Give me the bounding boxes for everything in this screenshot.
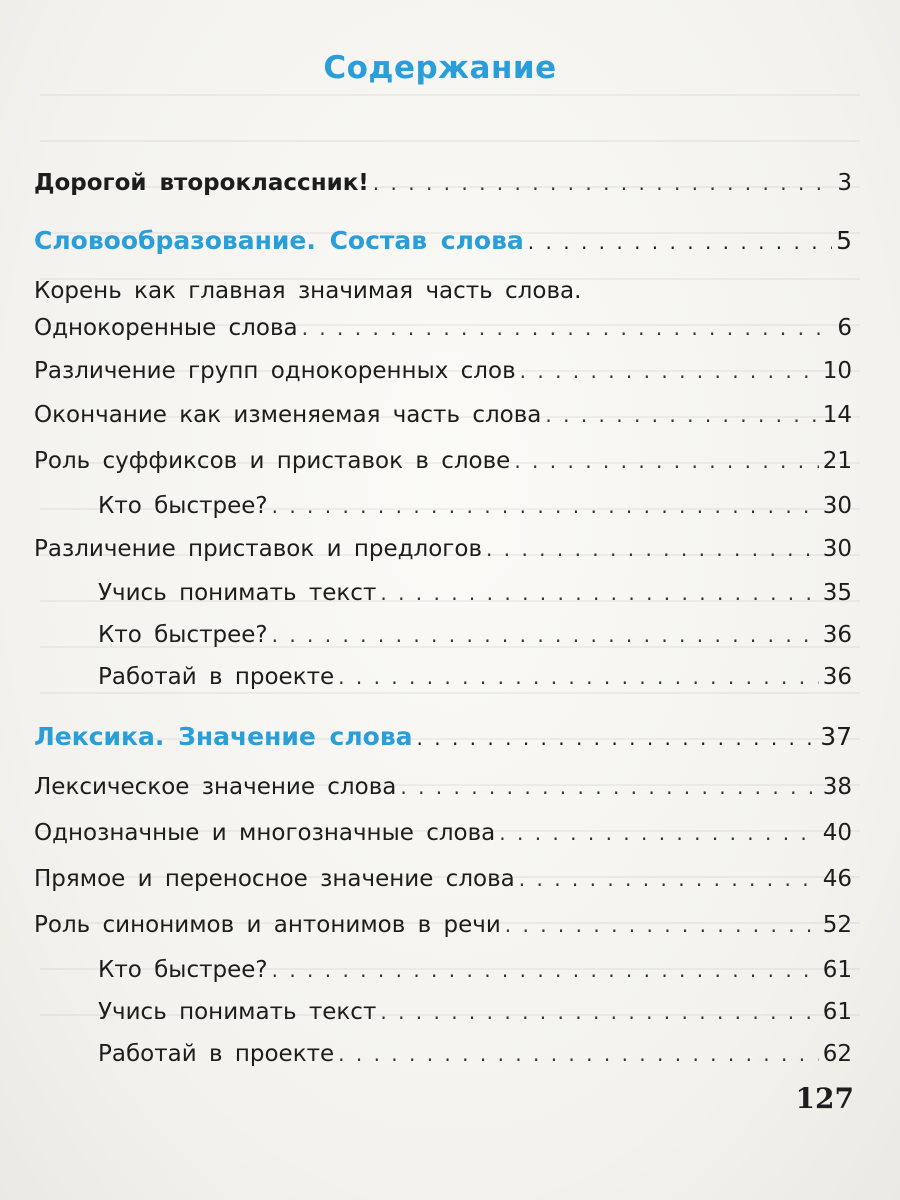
page-number: 127	[795, 1082, 854, 1115]
toc-entry-label: Прямое и переносное значение слова	[34, 866, 515, 892]
dot-leader	[520, 356, 819, 386]
toc-entry-page: 38	[822, 774, 852, 800]
toc-entry-page: 40	[822, 820, 852, 846]
toc-section-lexicon	[34, 722, 852, 753]
toc-entry-label: Учись понимать текст	[98, 580, 377, 606]
toc-entry-page: 37	[820, 722, 852, 751]
toc-entry-label: Различение приставок и предлогов	[34, 536, 483, 562]
toc-entry-quiz-3	[98, 955, 852, 985]
toc-entry-page: 62	[822, 1041, 852, 1067]
toc-entry-text-2	[98, 997, 852, 1027]
toc-entry-label: Кто быстрее?	[98, 957, 268, 983]
toc-entry-page: 36	[822, 622, 852, 648]
dot-leader	[272, 491, 819, 521]
toc-entry-label: Работай в проекте	[98, 664, 335, 690]
toc-entry-page: 3	[837, 170, 852, 196]
toc-entry-label: Однозначные и многозначные слова	[34, 820, 496, 846]
toc-entry-quiz-1	[98, 491, 852, 521]
dot-leader	[528, 227, 832, 257]
toc-entry-page: 35	[822, 580, 852, 606]
toc-entry-intro	[34, 168, 852, 198]
toc-entry-page: 52	[822, 912, 852, 938]
toc-entry-label: Кто быстрее?	[98, 622, 268, 648]
toc-entry-label: Роль суффиксов и приставок в слове	[34, 448, 511, 474]
toc-entry-root-line1: Корень как главная значимая часть слова.	[34, 278, 582, 304]
toc-entry-label: Дорогой второклассник!	[34, 170, 369, 196]
toc-entry-page: 5	[836, 226, 852, 255]
toc-entry-label: Однокоренные слова	[34, 315, 298, 341]
toc-entry-groups	[34, 356, 852, 386]
toc-entry-page: 36	[822, 664, 852, 690]
toc-entry-suffixes	[34, 446, 852, 476]
toc-entry-page: 30	[822, 493, 852, 519]
toc-entry-quiz-2	[98, 620, 852, 650]
toc-entry-text-1	[98, 578, 852, 608]
toc-entry-root	[34, 313, 852, 343]
toc-entry-label: Различение групп однокоренных слов	[34, 358, 516, 384]
toc-entry-lexical-meaning	[34, 772, 852, 802]
dot-leader	[505, 910, 819, 940]
toc-entry-label: Работай в проекте	[98, 1041, 335, 1067]
page-title: Содержание	[323, 50, 557, 86]
dot-leader	[417, 723, 817, 753]
dot-leader	[514, 446, 818, 476]
dot-leader	[373, 168, 834, 198]
toc-entry-synonyms	[34, 910, 852, 940]
toc-entry-page: 61	[822, 999, 852, 1025]
dot-leader	[380, 578, 818, 608]
dot-leader	[380, 997, 818, 1027]
toc-section-word-formation	[34, 226, 852, 257]
toc-entry-project-2	[98, 1039, 852, 1069]
toc-entry-label: Учись понимать текст	[98, 999, 377, 1025]
toc-entry-page: 30	[822, 536, 852, 562]
toc-entry-project-1	[98, 662, 852, 692]
toc-entry-prefixes	[34, 534, 852, 564]
dot-leader	[338, 1039, 819, 1069]
toc-entry-label: Окончание как изменяемая часть слова	[34, 402, 542, 428]
toc-entry-label: Кто быстрее?	[98, 493, 268, 519]
dot-leader	[272, 955, 819, 985]
toc-entry-page: 6	[837, 315, 852, 341]
toc-entry-page: 21	[822, 448, 852, 474]
toc-entry-polysemy	[34, 818, 852, 848]
dot-leader	[486, 534, 819, 564]
dot-leader	[519, 864, 819, 894]
toc-entry-page: 10	[822, 358, 852, 384]
toc-entry-label: Лексическое значение слова	[34, 774, 397, 800]
dot-leader	[338, 662, 819, 692]
toc-entry-ending	[34, 400, 852, 430]
dot-leader	[272, 620, 819, 650]
dot-leader	[400, 772, 818, 802]
dot-leader	[499, 818, 818, 848]
toc-section-label: Словообразование. Состав слова	[34, 226, 524, 255]
dot-leader	[545, 400, 818, 430]
toc-entry-label: Роль синонимов и антонимов в речи	[34, 912, 501, 938]
dot-leader	[302, 313, 834, 343]
toc-entry-page: 14	[822, 402, 852, 428]
toc-entry-page: 46	[822, 866, 852, 892]
toc-section-label: Лексика. Значение слова	[34, 722, 413, 751]
toc-entry-page: 61	[822, 957, 852, 983]
toc-entry-figurative	[34, 864, 852, 894]
